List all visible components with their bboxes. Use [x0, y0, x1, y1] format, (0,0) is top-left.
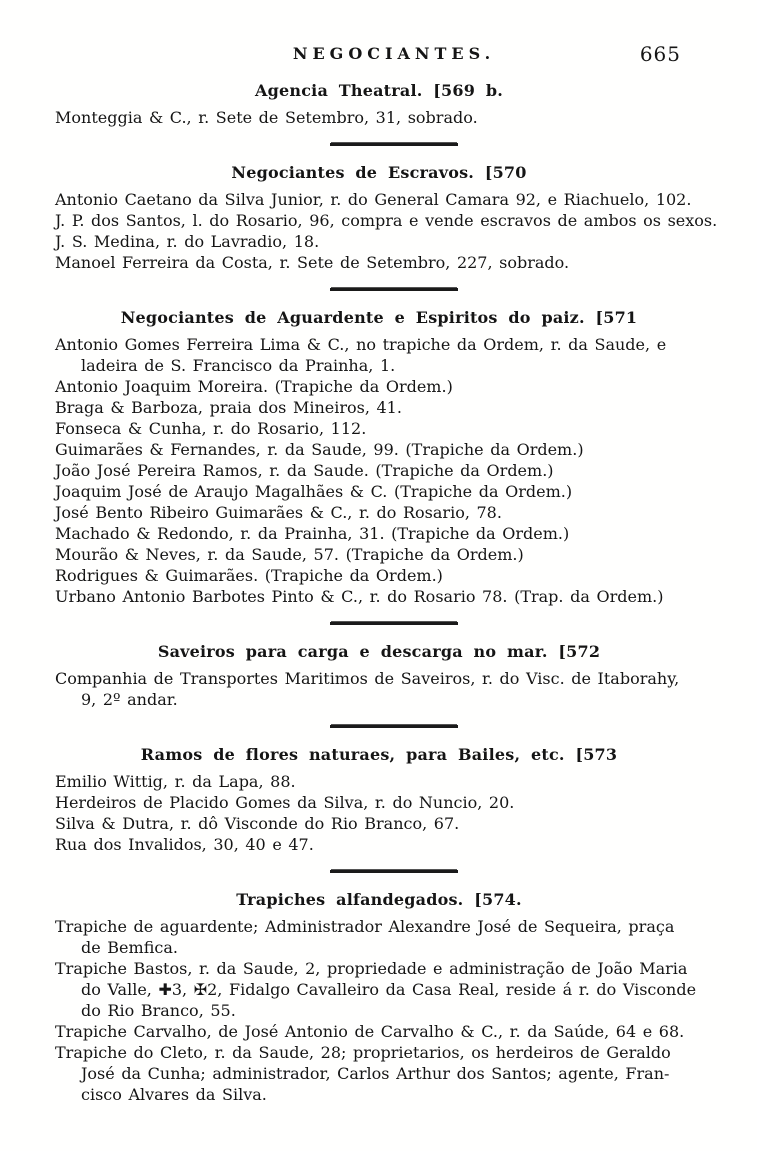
- directory-entry: [55, 834, 733, 855]
- entry-line: João José Pereira Ramos, r. da Saude. (Trapiche da Ordem.): [55, 461, 554, 480]
- directory-entry: [55, 544, 733, 565]
- entry-line: Trapiche Bastos, r. da Saude, 2, propriedade e administração de João Maria: [55, 959, 688, 978]
- directory-entry: [55, 481, 733, 502]
- entry-line: Rodrigues & Guimarães. (Trapiche da Ordem.): [55, 566, 443, 585]
- directory-entry: [55, 668, 733, 710]
- entry-line: Urbano Antonio Barbotes Pinto & C., r. do Rosario 78. (Trap. da Ordem.): [55, 587, 664, 606]
- entry-line: de Bemfica.: [81, 938, 178, 957]
- directory-entry: [55, 418, 733, 439]
- section-divider: [330, 725, 458, 728]
- entry-line: Trapiche Carvalho, de José Antonio de Carvalho & C., r. da Saúde, 64 e 68.: [55, 1022, 685, 1041]
- entry-line: Emilio Wittig, r. da Lapa, 88.: [55, 772, 296, 791]
- directory-entry: [55, 252, 733, 273]
- directory-entry: [55, 189, 733, 210]
- directory-entry: [55, 439, 733, 460]
- directory-entry: [55, 523, 733, 544]
- directory-entry: [55, 916, 733, 958]
- directory-entry: [55, 792, 733, 813]
- entry-line: Monteggia & C., r. Sete de Setembro, 31, sobrado.: [55, 108, 478, 127]
- directory-entry: [55, 231, 733, 252]
- entry-line: José da Cunha; administrador, Carlos Arthur dos Santos; agente, Fran-: [81, 1064, 670, 1083]
- section-heading: Saveiros para carga e descarga no mar. [572: [157, 642, 601, 661]
- section-entries: [55, 107, 733, 128]
- directory-entry: [55, 771, 733, 792]
- directory-entry: [55, 1042, 733, 1105]
- entry-line: Rua dos Invalidos, 30, 40 e 47.: [55, 835, 314, 854]
- section-divider: [330, 143, 458, 146]
- entry-line: 9, 2º andar.: [81, 690, 178, 709]
- directory-entry: [55, 210, 733, 231]
- entry-line: Fonseca & Cunha, r. do Rosario, 112.: [55, 419, 367, 438]
- section-heading: Negociantes de Aguardente e Espiritos do paiz. [571: [120, 308, 638, 327]
- entry-line: cisco Alvares da Silva.: [81, 1085, 267, 1104]
- section-entries: [55, 334, 733, 607]
- entry-line: Companhia de Transportes Maritimos de Saveiros, r. do Visc. de Itaborahy,: [55, 669, 680, 688]
- section-heading: Agencia Theatral. [569 b.: [255, 81, 503, 100]
- section-divider: [330, 622, 458, 625]
- entry-line: do Rio Branco, 55.: [81, 1001, 236, 1020]
- entry-line: Guimarães & Fernandes, r. da Saude, 99. (Trapiche da Ordem.): [55, 440, 584, 459]
- section-entries: [55, 916, 733, 1105]
- section-entries: [55, 771, 733, 855]
- directory-entry: [55, 1021, 733, 1042]
- entry-line: Trapiche de aguardente; Administrador Alexandre José de Sequeira, praça: [55, 917, 675, 936]
- directory-entry: [55, 565, 733, 586]
- entry-line: Machado & Redondo, r. da Prainha, 31. (Trapiche da Ordem.): [55, 524, 570, 543]
- entry-line: Antonio Caetano da Silva Junior, r. do General Camara 92, e Riachuelo, 102.: [55, 190, 692, 209]
- entry-line: Manoel Ferreira da Costa, r. Sete de Setembro, 227, sobrado.: [55, 253, 570, 272]
- entry-line: Herdeiros de Placido Gomes da Silva, r. do Nuncio, 20.: [55, 793, 515, 812]
- section-entries: [55, 668, 733, 710]
- section-divider: [330, 288, 458, 291]
- entry-line: Antonio Gomes Ferreira Lima & C., no trapiche da Ordem, r. da Saude, e: [55, 335, 667, 354]
- section-entries: [55, 189, 733, 273]
- entry-line: José Bento Ribeiro Guimarães & C., r. do Rosario, 78.: [55, 503, 502, 522]
- entry-line: ladeira de S. Francisco da Prainha, 1.: [81, 356, 396, 375]
- directory-entry: [55, 958, 733, 1021]
- directory-entry: [55, 376, 733, 397]
- section-divider: [330, 870, 458, 873]
- directory-entry: [55, 502, 733, 523]
- entry-line: Braga & Barboza, praia dos Mineiros, 41.: [55, 398, 402, 417]
- entry-line: J. S. Medina, r. do Lavradio, 18.: [55, 232, 320, 251]
- page-header: [55, 44, 733, 66]
- directory-entry: [55, 397, 733, 418]
- sections: [55, 80, 733, 1105]
- page-number: 665: [639, 42, 681, 66]
- entry-line: Trapiche do Cleto, r. da Saude, 28; proprietarios, os herdeiros de Geraldo: [55, 1043, 671, 1062]
- entry-line: Mourão & Neves, r. da Saude, 57. (Trapiche da Ordem.): [55, 545, 524, 564]
- entry-line: Joaquim José de Araujo Magalhães & C. (Trapiche da Ordem.): [55, 482, 573, 501]
- entry-line: Silva & Dutra, r. dô Visconde do Rio Branco, 67.: [55, 814, 460, 833]
- directory-entry: [55, 107, 733, 128]
- directory-entry: [55, 586, 733, 607]
- section-heading: Trapiches alfandegados. [574.: [236, 890, 522, 909]
- entry-line: J. P. dos Santos, l. do Rosario, 96, compra e vende escravos de ambos os sexos.: [55, 211, 718, 230]
- section-heading: Negociantes de Escravos. [570: [231, 163, 527, 182]
- directory-entry: [55, 334, 733, 376]
- running-head: NEGOCIANTES.: [292, 44, 496, 63]
- directory-entry: [55, 460, 733, 481]
- directory-entry: [55, 813, 733, 834]
- entry-line: do Valle, ✚3, ✠2, Fidalgo Cavalleiro da Casa Real, reside á r. do Visconde: [81, 980, 697, 999]
- entry-line: Antonio Joaquim Moreira. (Trapiche da Ordem.): [55, 377, 453, 396]
- section-heading: Ramos de flores naturaes, para Bailes, etc. [573: [140, 745, 618, 764]
